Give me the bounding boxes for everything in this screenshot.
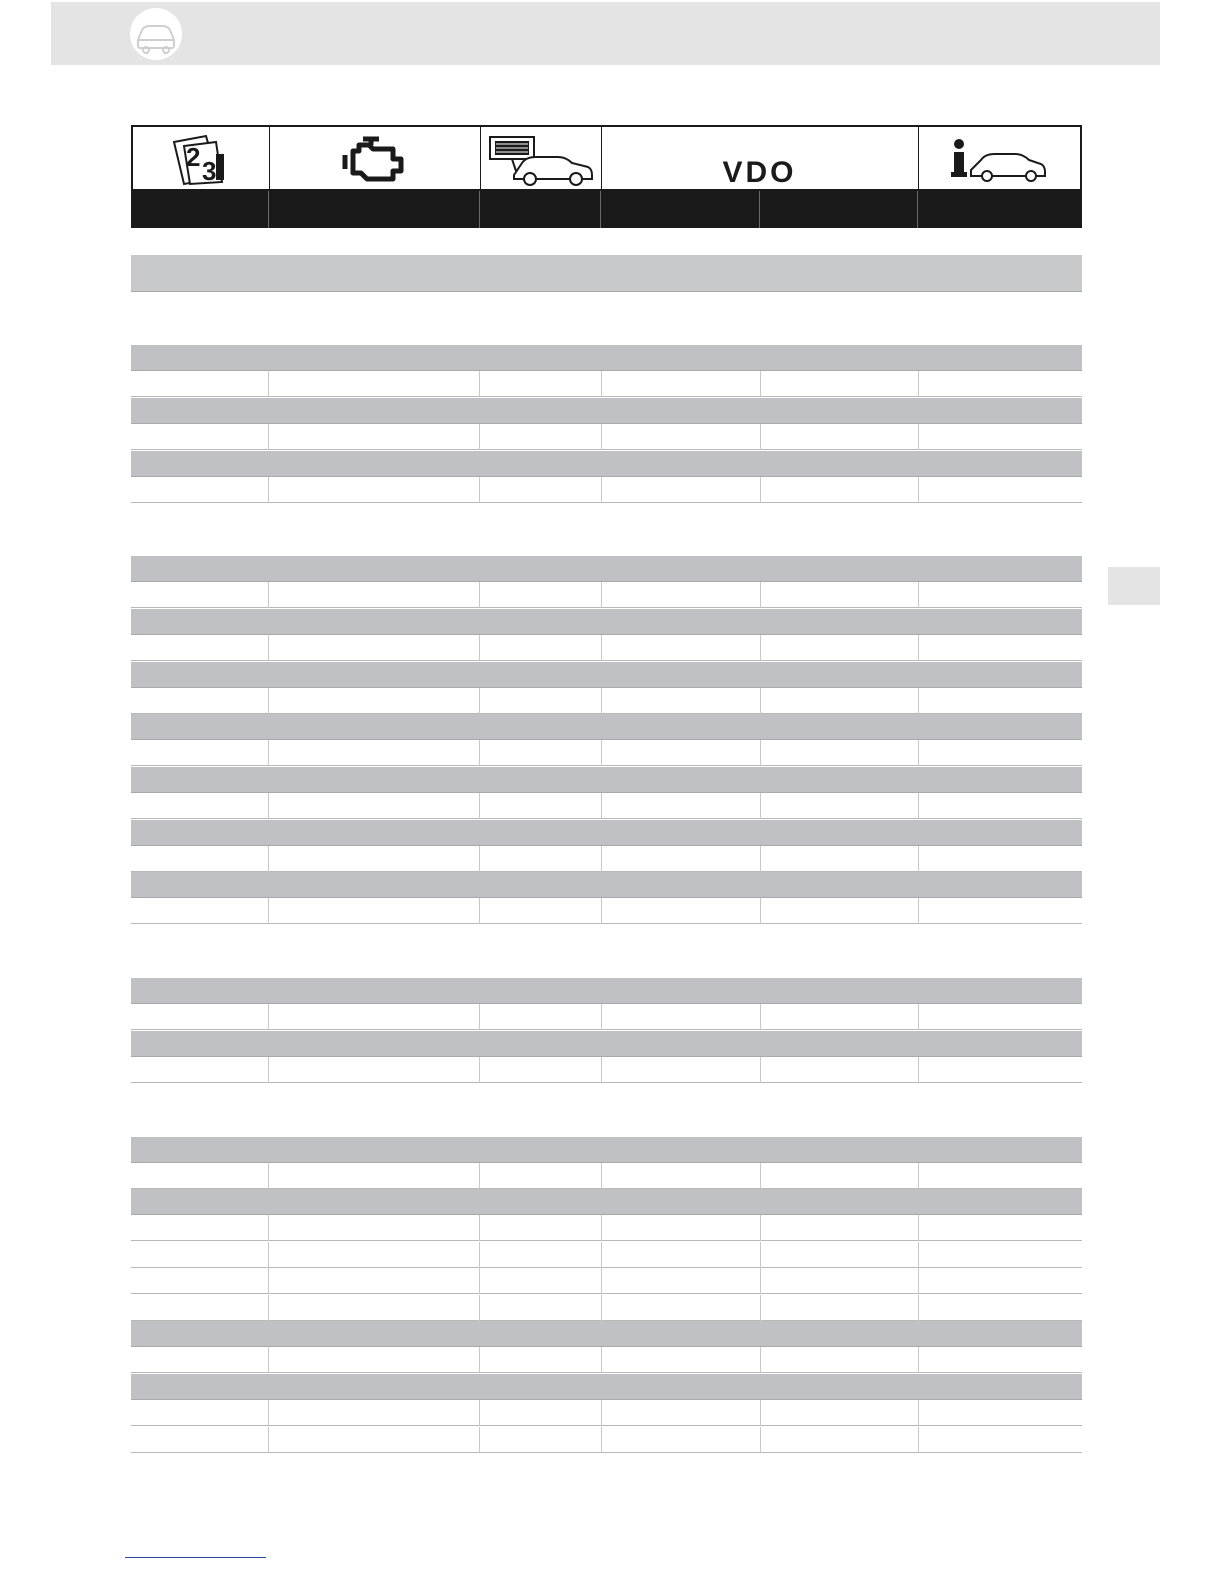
column-divider [268,1057,269,1083]
column-divider [268,898,269,924]
model-bar [131,1031,1082,1057]
header-divider [600,191,601,228]
column-divider [601,1400,602,1426]
table-row [131,846,1082,872]
model-bar [131,820,1082,846]
column-divider [479,1215,480,1241]
table-row [131,1295,1082,1321]
header-divider [479,191,480,228]
column-divider [918,1242,919,1268]
column-divider [479,477,480,503]
table-row [131,371,1082,397]
column-divider [479,740,480,766]
table-row [131,740,1082,766]
model-bar [131,767,1082,793]
column-divider [918,740,919,766]
table-header [131,125,1082,228]
column-divider [601,1268,602,1294]
column-divider [268,424,269,450]
column-divider [268,1242,269,1268]
table-row [131,1400,1082,1426]
column-divider [268,846,269,872]
calendar-digit-2: 2 [186,142,201,172]
table-row [131,1004,1082,1030]
table-row [131,635,1082,661]
column-divider [918,1057,919,1083]
column-divider [479,635,480,661]
table-row [131,1427,1082,1453]
column-divider [918,477,919,503]
model-bar [131,978,1082,1004]
column-divider [760,1295,761,1321]
engine-icon [269,127,481,191]
vdo-logo [601,127,919,191]
column-divider [760,1347,761,1373]
column-divider [760,371,761,397]
column-divider [918,1163,919,1189]
column-divider [918,1295,919,1321]
column-divider [601,1057,602,1083]
header-dark-bar [131,191,1082,228]
column-divider [760,1163,761,1189]
column-divider [760,1057,761,1083]
model-bar [131,398,1082,424]
column-divider [268,1295,269,1321]
column-divider [479,1400,480,1426]
column-divider [760,1268,761,1294]
table-row [131,424,1082,450]
column-divider [760,424,761,450]
column-divider [918,793,919,819]
header-divider [917,191,918,228]
column-divider [918,846,919,872]
column-divider [918,1347,919,1373]
column-divider [760,793,761,819]
column-divider [601,1215,602,1241]
side-tab-marker [1108,567,1160,605]
table-row [131,582,1082,608]
table-row [131,1215,1082,1241]
column-divider [601,1163,602,1189]
model-bar [131,662,1082,688]
column-divider [479,1268,480,1294]
column-divider [601,740,602,766]
column-divider [479,1427,480,1453]
column-divider [918,582,919,608]
column-divider [760,1004,761,1030]
header-divider [759,191,760,228]
table-row [131,1057,1082,1083]
column-divider [918,371,919,397]
header-icon-row [131,125,1082,191]
column-divider [268,740,269,766]
column-divider [268,371,269,397]
column-divider [268,1215,269,1241]
column-divider [918,688,919,714]
table-row [131,688,1082,714]
calendar-digit-3: 3 [202,156,217,186]
column-divider [601,635,602,661]
column-divider [601,1242,602,1268]
column-divider [479,1242,480,1268]
column-divider [268,1347,269,1373]
info-car-icon [918,127,1080,191]
column-divider [268,582,269,608]
model-bar [131,872,1082,898]
column-divider [479,1004,480,1030]
column-divider [479,1295,480,1321]
section-title-bar [131,255,1082,292]
calendar-pages-icon [133,127,270,191]
column-divider [601,1295,602,1321]
column-divider [479,1347,480,1373]
column-divider [479,793,480,819]
table-row [131,1163,1082,1189]
column-divider [479,582,480,608]
table-row [131,793,1082,819]
column-divider [601,371,602,397]
model-bar [131,1137,1082,1163]
column-divider [918,1215,919,1241]
column-divider [760,846,761,872]
model-bar [131,714,1082,740]
column-divider [268,1268,269,1294]
table-row [131,898,1082,924]
column-divider [479,1057,480,1083]
header-divider [268,191,269,228]
column-divider [601,688,602,714]
column-divider [268,1004,269,1030]
column-divider [601,846,602,872]
column-divider [268,793,269,819]
column-divider [601,898,602,924]
column-divider [601,477,602,503]
model-bar [131,556,1082,582]
table-row [131,477,1082,503]
car-badge-icon [130,8,182,60]
model-bar [131,451,1082,477]
column-divider [601,1004,602,1030]
column-divider [760,1215,761,1241]
column-divider [601,424,602,450]
column-divider [760,898,761,924]
column-divider [479,846,480,872]
column-divider [268,477,269,503]
top-band [51,2,1160,65]
column-divider [760,477,761,503]
column-divider [760,582,761,608]
model-bar [131,609,1082,635]
column-divider [760,740,761,766]
table-row [131,1347,1082,1373]
model-bar [131,1374,1082,1400]
column-divider [760,1242,761,1268]
column-divider [918,635,919,661]
column-divider [918,1268,919,1294]
column-divider [918,424,919,450]
column-divider [918,1400,919,1426]
column-divider [268,1400,269,1426]
vdo-logo-text: VDO [722,156,797,189]
model-bar [131,345,1082,371]
column-divider [760,635,761,661]
column-divider [760,688,761,714]
column-divider [760,1400,761,1426]
column-divider [601,1347,602,1373]
column-divider [268,635,269,661]
model-bar [131,1189,1082,1215]
footer-link-underline[interactable] [125,1557,266,1558]
column-divider [479,688,480,714]
column-divider [918,1004,919,1030]
column-divider [601,1427,602,1453]
column-divider [479,898,480,924]
column-divider [601,793,602,819]
column-divider [268,1163,269,1189]
table-row [131,1268,1082,1294]
table-row [131,1242,1082,1268]
column-divider [268,1427,269,1453]
column-divider [479,424,480,450]
diagnostic-car-icon [480,127,602,191]
column-divider [268,688,269,714]
column-divider [918,898,919,924]
column-divider [479,371,480,397]
model-bar [131,1321,1082,1347]
column-divider [479,1163,480,1189]
column-divider [601,582,602,608]
column-divider [760,1427,761,1453]
column-divider [918,1427,919,1453]
